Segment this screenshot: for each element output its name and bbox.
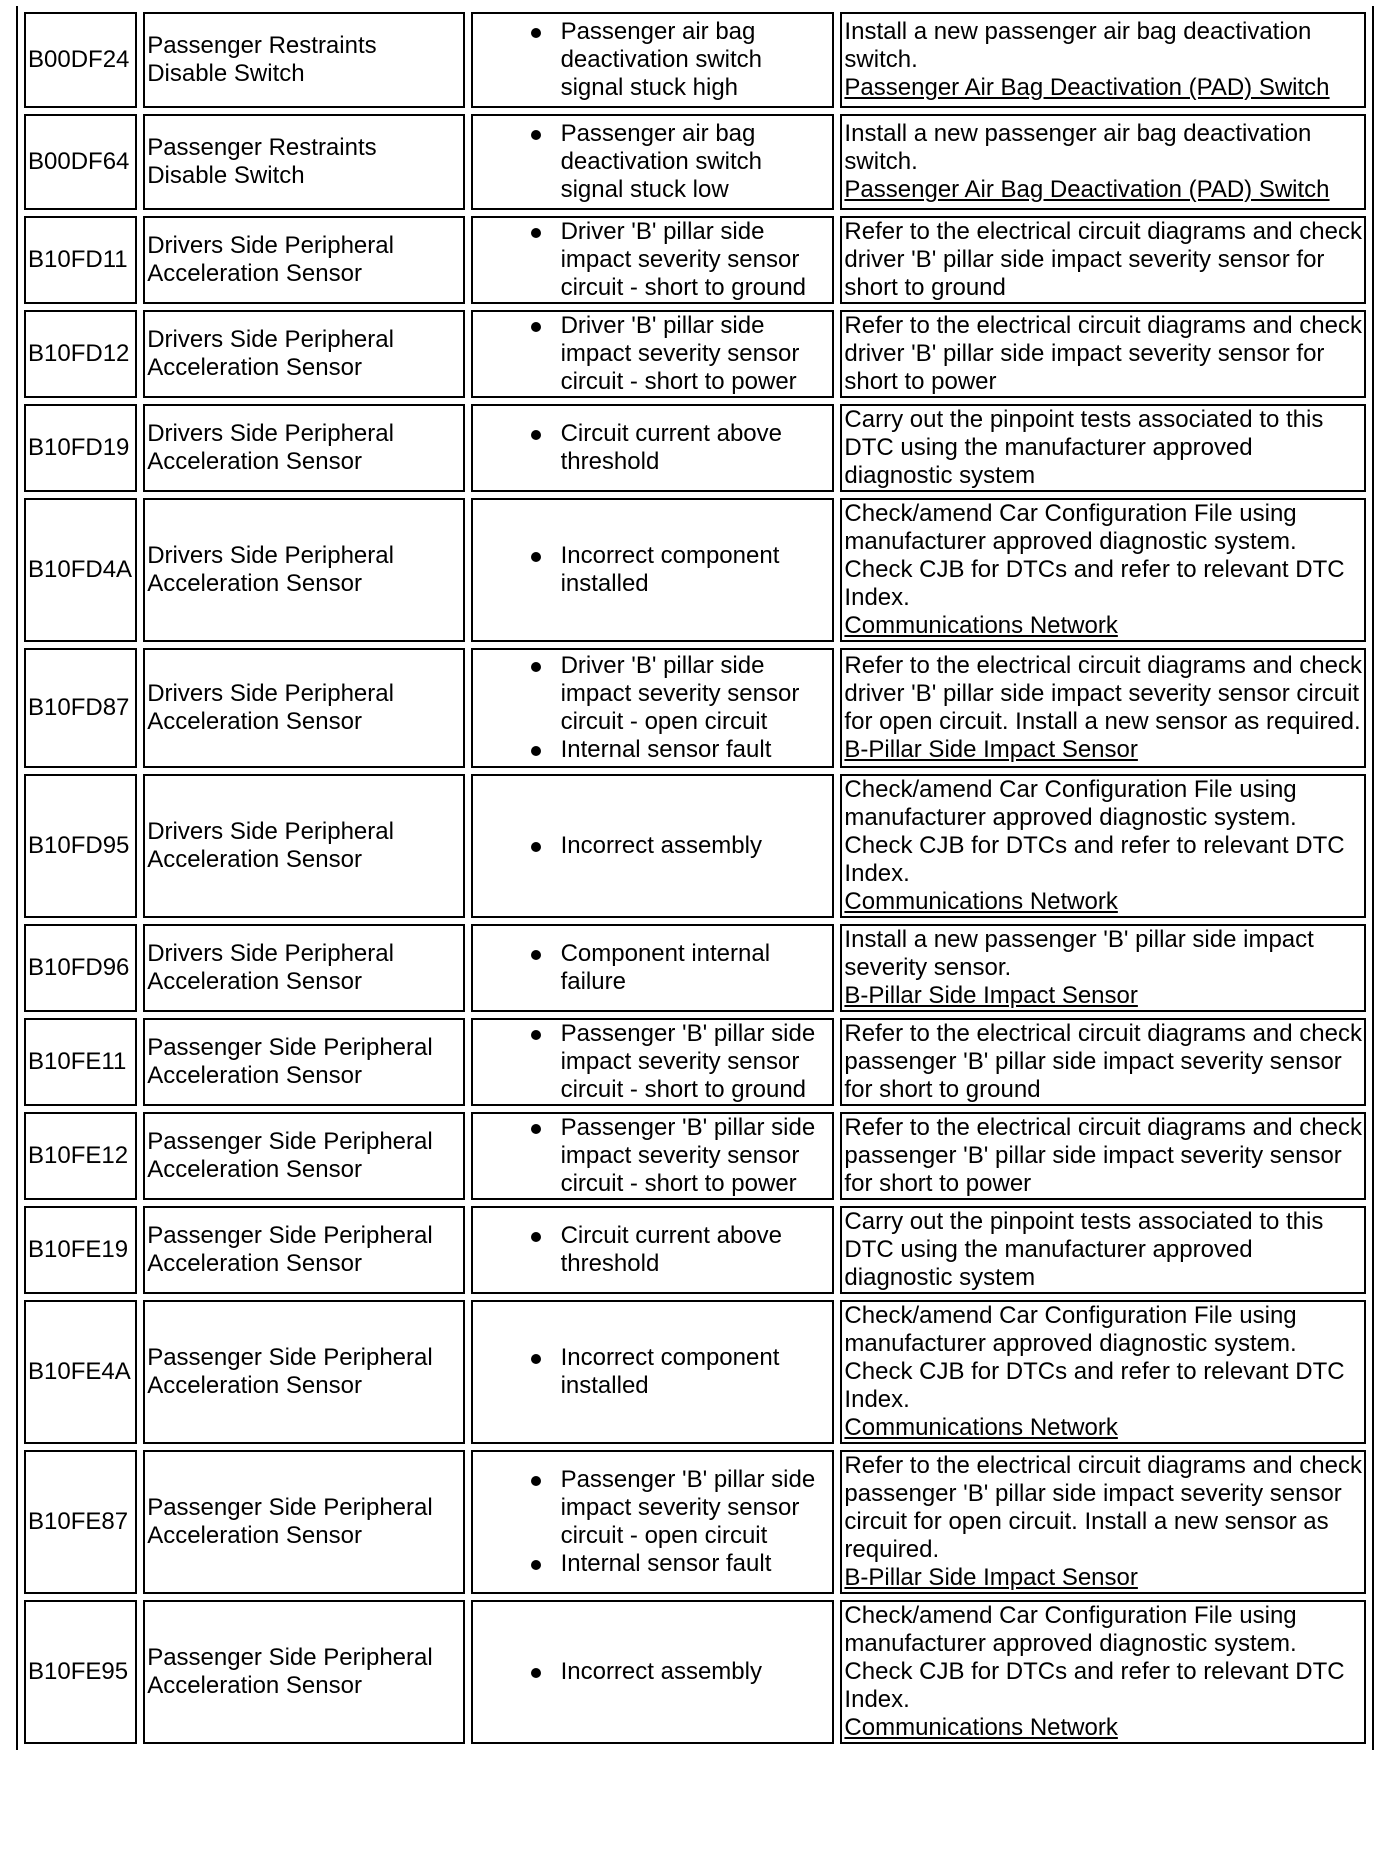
- dtc-code: B10FE95: [28, 1658, 129, 1685]
- dtc-code: B10FE11: [28, 1048, 127, 1075]
- dtc-code: B00DF24: [28, 46, 130, 73]
- action-text: Install a new passenger air bag deactivation switch.: [844, 18, 1312, 73]
- dtc-conditions-cell: [471, 114, 835, 210]
- dtc-code-cell: [24, 310, 137, 398]
- dtc-code: B10FD4A: [28, 556, 133, 583]
- dtc-description-cell: [143, 774, 464, 918]
- dtc-code-cell: [24, 1112, 137, 1200]
- dtc-description: Drivers Side Peripheral Acceleration Sensor: [147, 232, 394, 287]
- dtc-description-cell: [143, 1018, 464, 1106]
- condition-item: Driver 'B' pillar side impact severity sensor circuit - open circuit: [561, 652, 831, 736]
- condition-item: Passenger 'B' pillar side impact severity sensor circuit - open circuit: [561, 1466, 831, 1550]
- condition-list: [475, 1020, 831, 1104]
- dtc-conditions-cell: [471, 1206, 835, 1294]
- condition-list: [475, 1222, 831, 1278]
- dtc-description-cell: [143, 114, 464, 210]
- table-row: [24, 498, 1366, 642]
- dtc-description-cell: [143, 1450, 464, 1594]
- action-text: Refer to the electrical circuit diagrams and check driver 'B' pillar side impact severity sensor for short to power: [844, 312, 1362, 395]
- action-text: Refer to the electrical circuit diagrams and check passenger 'B' pillar side impact severity sensor circuit for open circuit. Install a new sensor as required.: [844, 1452, 1362, 1563]
- condition-item: Incorrect assembly: [561, 1658, 831, 1686]
- dtc-description: Drivers Side Peripheral Acceleration Sensor: [147, 818, 394, 873]
- dtc-action-cell: [840, 1600, 1366, 1744]
- dtc-description-cell: [143, 12, 464, 108]
- action-text: Carry out the pinpoint tests associated to this DTC using the manufacturer approved diagnostic system: [844, 406, 1324, 489]
- condition-item: Driver 'B' pillar side impact severity sensor circuit - short to ground: [561, 218, 831, 302]
- table-row: [24, 1112, 1366, 1200]
- condition-item: Incorrect assembly: [561, 832, 831, 860]
- dtc-code-cell: [24, 774, 137, 918]
- dtc-conditions-cell: [471, 1300, 835, 1444]
- table-row: [24, 1300, 1366, 1444]
- table-row: [24, 1018, 1366, 1106]
- dtc-description-cell: [143, 1112, 464, 1200]
- dtc-description-cell: [143, 498, 464, 642]
- condition-item: Passenger 'B' pillar side impact severity sensor circuit - short to ground: [561, 1020, 831, 1104]
- condition-item: Driver 'B' pillar side impact severity sensor circuit - short to power: [561, 312, 831, 396]
- dtc-description-cell: [143, 310, 464, 398]
- dtc-description: Passenger Side Peripheral Acceleration Sensor: [147, 1644, 433, 1699]
- procedure-link[interactable]: B-Pillar Side Impact Sensor: [844, 736, 1138, 763]
- dtc-description-cell: [143, 1206, 464, 1294]
- condition-list: [475, 652, 831, 764]
- action-text: Refer to the electrical circuit diagrams and check passenger 'B' pillar side impact severity sensor for short to power: [844, 1114, 1362, 1197]
- dtc-action-cell: [840, 404, 1366, 492]
- dtc-table: [16, 6, 1374, 1750]
- dtc-code-cell: [24, 1600, 137, 1744]
- dtc-description-cell: [143, 216, 464, 304]
- table-row: [24, 1600, 1366, 1744]
- condition-item: Circuit current above threshold: [561, 1222, 831, 1278]
- dtc-action-cell: [840, 1450, 1366, 1594]
- dtc-code-cell: [24, 216, 137, 304]
- table-row: [24, 648, 1366, 768]
- condition-list: [475, 120, 831, 204]
- dtc-code: B00DF64: [28, 148, 130, 175]
- action-text: Refer to the electrical circuit diagrams and check driver 'B' pillar side impact severity sensor circuit for open circuit. Install a new sensor as required.: [844, 652, 1362, 735]
- dtc-conditions-cell: [471, 1018, 835, 1106]
- condition-item: Passenger air bag deactivation switch signal stuck high: [561, 18, 831, 102]
- action-text: Check/amend Car Configuration File using manufacturer approved diagnostic system. Check CJB for DTCs and refer to relevant DTC Index.: [844, 500, 1345, 611]
- dtc-action-cell: [840, 216, 1366, 304]
- condition-item: Passenger air bag deactivation switch signal stuck low: [561, 120, 831, 204]
- dtc-conditions-cell: [471, 12, 835, 108]
- action-text: Refer to the electrical circuit diagrams and check driver 'B' pillar side impact severity sensor for short to ground: [844, 218, 1362, 301]
- table-row: [24, 1206, 1366, 1294]
- dtc-description: Drivers Side Peripheral Acceleration Sensor: [147, 940, 394, 995]
- dtc-table-body: [24, 12, 1366, 1744]
- condition-item: Incorrect component installed: [561, 542, 831, 598]
- condition-list: [475, 832, 831, 860]
- dtc-description: Passenger Side Peripheral Acceleration Sensor: [147, 1128, 433, 1183]
- dtc-description: Drivers Side Peripheral Acceleration Sensor: [147, 420, 394, 475]
- condition-list: [475, 1344, 831, 1400]
- dtc-conditions-cell: [471, 310, 835, 398]
- dtc-action-cell: [840, 1300, 1366, 1444]
- dtc-conditions-cell: [471, 404, 835, 492]
- dtc-description: Drivers Side Peripheral Acceleration Sensor: [147, 680, 394, 735]
- condition-item: Internal sensor fault: [561, 1550, 831, 1578]
- condition-item: Incorrect component installed: [561, 1344, 831, 1400]
- procedure-link[interactable]: B-Pillar Side Impact Sensor: [844, 982, 1138, 1009]
- dtc-conditions-cell: [471, 1112, 835, 1200]
- dtc-code-cell: [24, 648, 137, 768]
- dtc-description: Passenger Restraints Disable Switch: [147, 32, 377, 87]
- dtc-code-cell: [24, 12, 137, 108]
- condition-list: [475, 218, 831, 302]
- dtc-code: B10FD96: [28, 954, 130, 981]
- condition-list: [475, 1658, 831, 1686]
- dtc-conditions-cell: [471, 1450, 835, 1594]
- dtc-code-cell: [24, 498, 137, 642]
- action-text: Carry out the pinpoint tests associated to this DTC using the manufacturer approved diagnostic system: [844, 1208, 1324, 1291]
- table-row: [24, 310, 1366, 398]
- condition-item: Internal sensor fault: [561, 736, 831, 764]
- condition-list: [475, 420, 831, 476]
- dtc-description-cell: [143, 924, 464, 1012]
- table-row: [24, 114, 1366, 210]
- dtc-conditions-cell: [471, 924, 835, 1012]
- dtc-action-cell: [840, 648, 1366, 768]
- table-row: [24, 1450, 1366, 1594]
- action-text: Install a new passenger air bag deactivation switch.: [844, 120, 1312, 175]
- dtc-conditions-cell: [471, 648, 835, 768]
- dtc-action-cell: [840, 774, 1366, 918]
- dtc-code: B10FE19: [28, 1236, 129, 1263]
- dtc-description-cell: [143, 1300, 464, 1444]
- condition-list: [475, 542, 831, 598]
- dtc-code: B10FD87: [28, 694, 130, 721]
- condition-list: [475, 312, 831, 396]
- procedure-link[interactable]: Communications Network: [844, 1414, 1118, 1441]
- dtc-code-cell: [24, 1300, 137, 1444]
- dtc-conditions-cell: [471, 498, 835, 642]
- dtc-action-cell: [840, 1018, 1366, 1106]
- condition-list: [475, 1466, 831, 1578]
- condition-list: [475, 1114, 831, 1198]
- condition-item: Passenger 'B' pillar side impact severity sensor circuit - short to power: [561, 1114, 831, 1198]
- dtc-code-cell: [24, 1450, 137, 1594]
- condition-list: [475, 940, 831, 996]
- procedure-link[interactable]: Communications Network: [844, 1714, 1118, 1741]
- dtc-action-cell: [840, 114, 1366, 210]
- table-row: [24, 12, 1366, 108]
- procedure-link[interactable]: Passenger Air Bag Deactivation (PAD) Switch: [844, 176, 1330, 203]
- dtc-conditions-cell: [471, 216, 835, 304]
- dtc-description: Passenger Side Peripheral Acceleration Sensor: [147, 1494, 433, 1549]
- dtc-description: Passenger Side Peripheral Acceleration Sensor: [147, 1344, 433, 1399]
- dtc-action-cell: [840, 1112, 1366, 1200]
- dtc-action-cell: [840, 310, 1366, 398]
- table-row: [24, 924, 1366, 1012]
- dtc-action-cell: [840, 498, 1366, 642]
- dtc-action-cell: [840, 924, 1366, 1012]
- dtc-code-cell: [24, 1206, 137, 1294]
- action-text: Install a new passenger 'B' pillar side impact severity sensor.: [844, 926, 1314, 981]
- table-row: [24, 404, 1366, 492]
- dtc-code: B10FD95: [28, 832, 130, 859]
- dtc-action-cell: [840, 1206, 1366, 1294]
- condition-item: Circuit current above threshold: [561, 420, 831, 476]
- action-text: Check/amend Car Configuration File using manufacturer approved diagnostic system. Check CJB for DTCs and refer to relevant DTC Index.: [844, 1602, 1345, 1713]
- dtc-code: B10FE87: [28, 1508, 129, 1535]
- dtc-code: B10FD12: [28, 340, 130, 367]
- dtc-description-cell: [143, 648, 464, 768]
- procedure-link[interactable]: Passenger Air Bag Deactivation (PAD) Switch: [844, 74, 1330, 101]
- dtc-code-cell: [24, 1018, 137, 1106]
- action-text: Refer to the electrical circuit diagrams and check passenger 'B' pillar side impact severity sensor for short to ground: [844, 1020, 1362, 1103]
- dtc-description: Passenger Side Peripheral Acceleration Sensor: [147, 1222, 433, 1277]
- action-text: Check/amend Car Configuration File using manufacturer approved diagnostic system. Check CJB for DTCs and refer to relevant DTC Index.: [844, 1302, 1345, 1413]
- condition-item: Component internal failure: [561, 940, 831, 996]
- dtc-conditions-cell: [471, 1600, 835, 1744]
- condition-list: [475, 18, 831, 102]
- dtc-description-cell: [143, 1600, 464, 1744]
- dtc-code-cell: [24, 924, 137, 1012]
- dtc-description: Drivers Side Peripheral Acceleration Sensor: [147, 542, 394, 597]
- dtc-code: B10FE12: [28, 1142, 129, 1169]
- procedure-link[interactable]: B-Pillar Side Impact Sensor: [844, 1564, 1138, 1591]
- dtc-description: Passenger Side Peripheral Acceleration Sensor: [147, 1034, 433, 1089]
- table-row: [24, 216, 1366, 304]
- procedure-link[interactable]: Communications Network: [844, 888, 1118, 915]
- dtc-code: B10FD19: [28, 434, 130, 461]
- action-text: Check/amend Car Configuration File using manufacturer approved diagnostic system. Check CJB for DTCs and refer to relevant DTC Index.: [844, 776, 1345, 887]
- dtc-description: Drivers Side Peripheral Acceleration Sensor: [147, 326, 394, 381]
- dtc-code-cell: [24, 114, 137, 210]
- table-row: [24, 774, 1366, 918]
- dtc-code: B10FD11: [28, 246, 128, 273]
- dtc-action-cell: [840, 12, 1366, 108]
- dtc-code-cell: [24, 404, 137, 492]
- dtc-code: B10FE4A: [28, 1358, 131, 1385]
- dtc-description-cell: [143, 404, 464, 492]
- procedure-link[interactable]: Communications Network: [844, 612, 1118, 639]
- dtc-description: Passenger Restraints Disable Switch: [147, 134, 377, 189]
- dtc-conditions-cell: [471, 774, 835, 918]
